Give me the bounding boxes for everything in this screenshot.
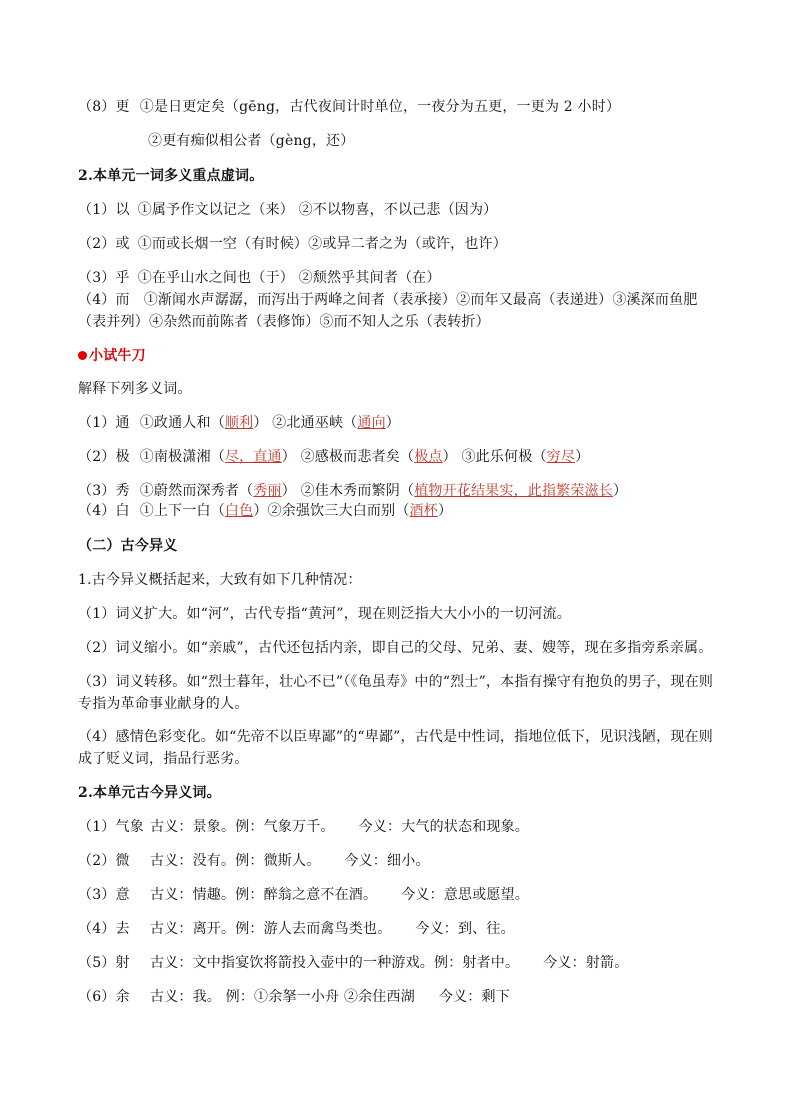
answer: 通向 bbox=[357, 415, 386, 431]
practice-heading bbox=[78, 345, 718, 367]
xuci-label: （3）乎 bbox=[78, 270, 130, 286]
red-bullet-icon bbox=[78, 351, 87, 360]
answer: 秀丽 bbox=[253, 483, 282, 499]
gujin-case-3: （3）词义转移。如“烈士暮年，壮心不已”（《龟虽寿》中的“烈士”，本指有操守有抱负的男子，现在则专指为革命事业献身的人。 bbox=[78, 674, 714, 712]
practice-text: ） ③此乐何极（ bbox=[442, 449, 547, 465]
practice-text: ） ②北通巫峡（ bbox=[253, 415, 358, 431]
word-label: （6）余 bbox=[78, 989, 130, 1005]
practice-text: ①政通人和（ bbox=[139, 415, 225, 431]
entry-geng-line-1 bbox=[78, 96, 718, 118]
word-gu: 古义：没有。例：微斯人。 bbox=[150, 853, 321, 869]
entry-geng-label: （8）更 bbox=[78, 99, 130, 115]
word-row-5 bbox=[78, 952, 718, 974]
practice-text: ） bbox=[437, 503, 453, 519]
practice-text: ①南极潇湘（ bbox=[139, 449, 225, 465]
entry-geng-sense-2: ②更有痴似相公者（gèng，还） bbox=[148, 133, 355, 149]
gujin-case-1: （1）词义扩大。如“河”，古代专指“黄河”，现在则泛指大大小小的一切河流。 bbox=[78, 606, 571, 622]
xuci-text: ①渐闻水声潺潺，而泻出于两峰之间者（表承接）②而年又最高（表递进）③溪深而鱼肥（表并列）④杂然而前陈者（表修饰）⑤而不知人之乐（表转折） bbox=[78, 292, 698, 330]
word-jin: 今义：细小。 bbox=[344, 853, 430, 869]
practice-label: （4）白 bbox=[78, 503, 130, 519]
word-gu: 古义：离开。例：游人去而禽鸟类也。 bbox=[150, 921, 392, 937]
practice-text: ） bbox=[613, 483, 628, 499]
word-jin: 今义：到、往。 bbox=[415, 921, 515, 937]
entry-geng-sense-1: ①是日更定矣（gēng，古代夜间计时单位，一夜分为五更，一更为 2 小时） bbox=[139, 99, 621, 115]
xuci-text: ①而或长烟一空（有时候）②或异二者之为（或许，也许） bbox=[137, 236, 507, 252]
answer: 极点 bbox=[414, 449, 443, 465]
word-row-6 bbox=[78, 986, 718, 1008]
gujin-intro: 1.古今异义概括起来，大致有如下几种情况： bbox=[78, 572, 362, 588]
xuci-item-4 bbox=[78, 289, 718, 333]
word-label: （1）气象 bbox=[78, 819, 144, 835]
word-row-2 bbox=[78, 850, 718, 872]
answer: 穷尽 bbox=[546, 449, 576, 465]
xuci-text: ①属予作文以记之（来） ②不以物喜，不以己悲（因为） bbox=[137, 202, 498, 218]
practice-title: 小试牛刀 bbox=[89, 348, 146, 364]
practice-label: （3）秀 bbox=[78, 483, 130, 499]
entry-geng-line-2 bbox=[148, 130, 788, 152]
practice-text: ） bbox=[385, 415, 400, 431]
word-gu: 古义：我。 例：①余拏一小舟 ②余住西湖 bbox=[150, 989, 415, 1005]
practice-text: ）②余强饮三大白而别（ bbox=[253, 503, 410, 519]
section-heading-xuci: 2.本单元一词多义重点虚词。 bbox=[78, 168, 264, 184]
word-jin: 今义：射箭。 bbox=[543, 955, 629, 971]
word-jin: 今义：剩下 bbox=[438, 989, 510, 1005]
word-row-4 bbox=[78, 918, 718, 940]
section-heading-words: 2.本单元古今异义词。 bbox=[78, 785, 221, 801]
word-gu: 古义：情趣。例：醉翁之意不在酒。 bbox=[150, 887, 378, 903]
word-label: （4）去 bbox=[78, 921, 130, 937]
practice-text: ） ②佳木秀而繁阴（ bbox=[281, 483, 415, 499]
gujin-case-4: （4）感情色彩变化。如“先帝不以臣卑鄙”的“卑鄙”，古代是中性词，指地位低下，见识浅陋，现在则成了贬义词，指品行恶劣。 bbox=[78, 729, 713, 767]
practice-q3 bbox=[78, 480, 718, 502]
answer: 植物开花结果实，此指繁荣滋长 bbox=[414, 483, 613, 499]
answer: 白色 bbox=[224, 503, 254, 519]
answer: 酒杯 bbox=[409, 503, 438, 519]
practice-q2 bbox=[78, 446, 718, 468]
xuci-label: （1）以 bbox=[78, 202, 130, 218]
section-heading-gujin: （二）古今异义 bbox=[78, 538, 178, 554]
practice-q4 bbox=[78, 500, 718, 522]
practice-text: ） bbox=[575, 449, 590, 465]
xuci-item-2 bbox=[78, 233, 718, 255]
gujin-case-2: （2）词义缩小。如“亲戚”，古代还包括内亲，即自己的父母、兄弟、妻、嫂等，现在多指旁系亲属。 bbox=[78, 640, 713, 656]
xuci-label: （4）而 bbox=[78, 292, 130, 308]
practice-text: ①上下一白（ bbox=[139, 503, 225, 519]
xuci-label: （2）或 bbox=[78, 236, 130, 252]
word-row-3 bbox=[78, 884, 718, 906]
word-label: （3）意 bbox=[78, 887, 130, 903]
word-jin: 今义：大气的状态和现象。 bbox=[358, 819, 530, 835]
practice-text: ） ②感极而悲者矣（ bbox=[281, 449, 415, 465]
answer: 尽，直通 bbox=[224, 449, 282, 465]
practice-q1 bbox=[78, 412, 718, 434]
practice-label: （1）通 bbox=[78, 415, 130, 431]
word-row-1 bbox=[78, 816, 718, 838]
answer: 顺利 bbox=[224, 415, 254, 431]
practice-instruction: 解释下列多义词。 bbox=[78, 381, 192, 397]
xuci-item-3 bbox=[78, 267, 718, 289]
word-jin: 今义：意思或愿望。 bbox=[401, 887, 530, 903]
practice-text: ①蔚然而深秀者（ bbox=[139, 483, 254, 499]
word-label: （2）微 bbox=[78, 853, 130, 869]
xuci-item-1 bbox=[78, 199, 718, 221]
practice-label: （2）极 bbox=[78, 449, 130, 465]
word-gu: 古义：景象。例：气象万千。 bbox=[150, 819, 335, 835]
word-gu: 古义：文中指宴饮将箭投入壶中的一种游戏。例：射者中。 bbox=[150, 955, 520, 971]
xuci-text: ①在乎山水之间也（于） ②颓然乎其间者（在） bbox=[137, 270, 441, 286]
word-label: （5）射 bbox=[78, 955, 130, 971]
